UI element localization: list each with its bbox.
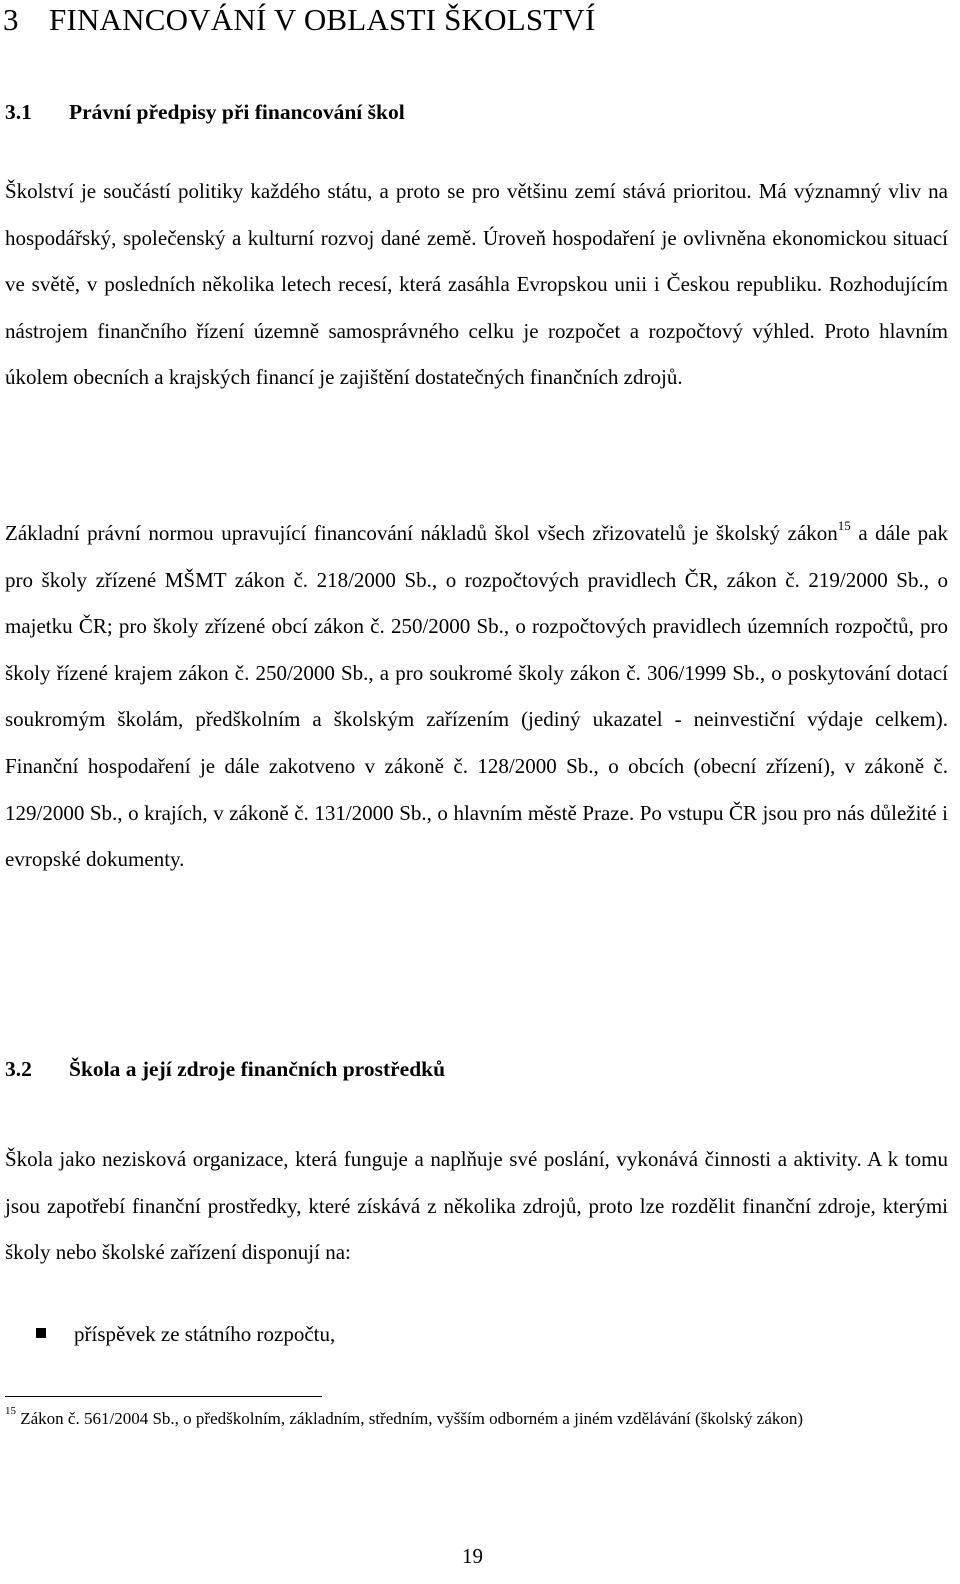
page-number: 19	[462, 1544, 483, 1568]
footnote-separator	[5, 1396, 322, 1397]
paragraph-funding-sources: Škola jako nezisková organizace, která funguje a naplňuje své poslání, vykonává činnosti a aktivity. A k tomu jsou zapotřebí finanční prostředky, které získává z několika zdrojů, proto lze rozdělit finanční zdroje, kterými školy nebo školské zařízení disponují na:	[5, 1147, 948, 1265]
footnote-text: Zákon č. 561/2004 Sb., o předškolním, základním, středním, vyšším odborném a jiném vzdělávání (školský zákon)	[16, 1409, 804, 1428]
chapter-title: FINANCOVÁNÍ V OBLASTI ŠKOLSTVÍ	[49, 2, 596, 37]
paragraph-intro: Školství je součástí politiky každého státu, a proto se pro většinu zemí stává prioritou. Má významný vliv na hospodářský, společenský a kulturní rozvoj dané země. Úroveň hospodaření je ovlivněna ekonomickou situací ve světě, v posledních několika letech recesí, která zasáhla Evropskou unii i Českou republiku. Rozhodujícím nástrojem finančního řízení územně samosprávného celku je rozpočet a rozpočtový výhled. Proto hlavním úkolem obecních a krajských financí je zajištění dostatečných finančních zdrojů.	[5, 179, 948, 390]
section-title: Právní předpisy při financování škol	[69, 100, 405, 124]
footnote-marker: 15	[5, 1405, 16, 1418]
section-title: Škola a její zdroje finančních prostředků	[69, 1057, 446, 1081]
section-heading-3-1	[5, 100, 405, 125]
square-bullet-icon	[36, 1328, 46, 1338]
chapter-number: 3	[3, 2, 19, 37]
list-item-text: příspěvek ze státního rozpočtu,	[74, 1322, 336, 1346]
section-heading-3-2	[5, 1057, 445, 1082]
paragraph-legal-norms	[5, 510, 948, 883]
paragraph-text-after-ref: a dále pak pro školy zřízené MŠMT zákon č. 218/2000 Sb., o rozpočtových pravidlech ČR, zákon č. 219/2000 Sb., o majetku ČR; pro školy zřízené obcí zákon č. 250/2000 Sb., o rozpočtových pravidlech územních rozpočtů, pro školy řízené krajem zákon č. 250/2000 Sb., a pro soukromé školy zákon č. 306/1999 Sb., o poskytování dotací soukromým školám, předškolním a školským zařízením (jediný ukazatel - neinvestiční výdaje celkem). Finanční hospodaření je dále zakotveno v zákoně č. 128/2000 Sb., o obcích (obecní zřízení), v zákoně č. 129/2000 Sb., o krajích, v zákoně č. 131/2000 Sb., o hlavním městě Praze. Po vstupu ČR jsou pro nás důležité i evropské dokumenty.	[5, 521, 948, 872]
paragraph-text-before-ref: Základní právní normou upravující financování nákladů škol všech zřizovatelů je školský zákon	[5, 521, 838, 545]
section-number: 3.1	[5, 100, 32, 124]
list-item	[36, 1322, 335, 1347]
section-number: 3.2	[5, 1057, 32, 1081]
footnote	[5, 1405, 945, 1432]
footnote-reference: 15	[837, 518, 851, 533]
chapter-heading	[3, 2, 596, 38]
